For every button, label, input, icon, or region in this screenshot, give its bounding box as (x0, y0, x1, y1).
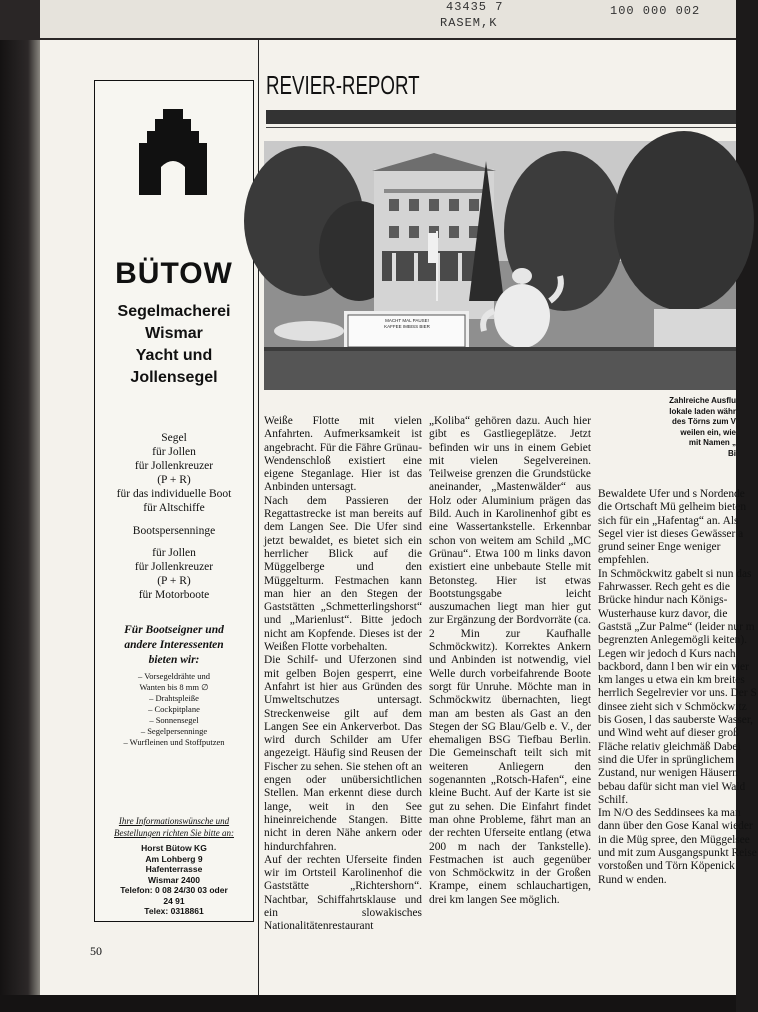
section-title: REVIER-REPORT (266, 70, 420, 100)
persenninge-list (95, 524, 253, 602)
sign-line: BIER (419, 324, 430, 329)
subtitle-line: Jollensegel (130, 369, 218, 386)
paragraph: „Koliba“ gehören dazu. Auch hier gibt es Gastliegeplätze. Jetzt befinden wir uns in einem Gebiet mit vielen Segelvereinen. Teilweise grenzen die Grundstücke aneinander, „Mastenwälder“ aus Holz oder Aluminium prägen das Bild. Auch in Karolinenhof gibt es eine Wassertankstelle. Erkennbar schon von weitem am Schild „MC Grünau“. Etwa 100 m links davon existiert eine unbebaute Stelle mit Betonsteg. Hier ist etwas Bootstungsgabe leicht auszumachen liegt man hier gut zur Ergänzung der Bordvorräte (ca. 2 Min zur Kaufhalle Schmöckwitz). Korrektes Ankern und Anbinden ist notwendig, viel Welle durch vorbeifahrende Boote sorgt für Unruhe. Möchte man in Schmöckwitz übernachten, liegt man am besten als Gast an den Stegen der SG Blau/Gelb e. V., der ehemaligen BSG Tiefbau Berlin. Die Gemeinschaft teilt sich mit weiteren Anliegern den sogenannten „Rotsch-Hafen“, eine kleine Bucht. Auf der Karte ist sie gut zu sehen. Die Einfahrt findet man ohne Probleme, fährt man an der rechten Uferseite entlang (etwa 200 m nach der Tankstelle). Festmachen ist auch gegenüber von Schmöckwitz in der Großen Krampe, einem schlauchartigen, drei km langen See möglich. (429, 415, 591, 906)
address-line: Telex: 0318861 (144, 906, 204, 916)
info-line: Bestellungen richten Sie bitte an: (114, 828, 234, 838)
scan-label-2: RASEM,K (440, 16, 498, 30)
heading-line: Für Bootseigner und (124, 624, 224, 636)
brand-name: BÜTOW (115, 257, 233, 290)
sign-row (352, 324, 462, 330)
article-column-2 (429, 415, 591, 907)
list-line: (P + R) (157, 474, 191, 486)
list-line: (P + R) (157, 575, 191, 587)
sign-line: IMBISS (402, 324, 419, 329)
caption-line: weilen ein, wie (680, 427, 736, 437)
subtitle-line: Wismar (145, 325, 203, 342)
company-subtitle (95, 301, 253, 389)
sign-line: KAFFEE (384, 324, 402, 329)
caption-line: mit Namen „ (688, 438, 736, 447)
address-line: 24 91 (163, 895, 185, 906)
caption-line: lokale laden währ (669, 406, 736, 416)
paragraph: Auf der rechten Uferseite finden wir im Ortsteil Karolinenhof die Gaststätte „Richtershorn“. Nachtbar, Schiffahrtsklause und ein slowakisches Nationalitätenrestaurant (264, 853, 422, 933)
article-column-3-clip (598, 488, 757, 948)
sign-line: MACHT MAL PAUSE! (385, 318, 429, 323)
photo-sign (352, 318, 462, 330)
offer-items (95, 671, 253, 748)
page-number: 50 (90, 944, 102, 958)
list-line: für das individuelle Boot (116, 488, 232, 500)
paragraph: In Schmöckwitz gabelt si nun das Fahrwasser. Rech geht es die Brücke hindur nach Königs-Wusterhause kurz davor, die Gaststä „Zur Palme“ (leider nur m begrenzten Anlegemögli keiten). Legen wir jedoch d Kurs nach backbord, dann l ben wir ein vier km langes u etwa ein km breites herrlich Segelrevier vor uns. Der S dinsee zieht sich v Schmöckwitz bis Gosen, l das sauberste Wasser, und Wind weht auf dieser groß Fläche relativ gleichmäß Dabei sind die Ufer in sprünglichem Zustand, nur wenigen Häusern bebau dafür sicht man viel Wald Schilf. (598, 567, 757, 806)
offer-item: – Sonnensegel (149, 715, 199, 725)
list-line: Bootspersenninge (132, 525, 216, 537)
segel-list (95, 431, 253, 515)
address-line: Wismar 2400 (148, 874, 200, 885)
caption-line: des Törns zum V (671, 417, 736, 426)
photo-illustration (264, 141, 736, 390)
list-line: für Jollen (152, 446, 196, 458)
butow-advertisement (94, 80, 254, 922)
list-line: für Motorboote (138, 589, 210, 601)
gate-logo-icon (125, 109, 221, 195)
paragraph: Die Schilf- und Uferzonen sind mit gelben Bojen gesperrt, eine Anfahrt ist hier aus Gründen des Umweltschutzes untersagt. Streckenweise gilt auf dem Langen See ein Ankerverbot. Das wird durch Schilder am Ufer angezeigt. Häufig sind Reusen der Fischer zu sehen. Sie stehen oft an engen oder unübersichtlichen Stellen. Man erkennt diese durch lange, weit in den See hineinreichende Stangen. Bitte nicht in deren Nähe ankern oder hindurchfahren. (264, 654, 422, 853)
caption-line: Zahlreiche Ausflu (669, 396, 736, 405)
address-line: Telefon: 0 08 24/30 03 oder (120, 885, 228, 895)
heading-line: bieten wir: (148, 654, 200, 666)
previous-page-edge (40, 0, 736, 38)
heading-line: andere Interessenten (124, 639, 224, 651)
scan-left-edge (0, 40, 40, 995)
paragraph: Weiße Flotte mit vielen Anfahrten. Aufmerksamkeit ist angebracht. Für die Fähre Grünau-Wendenschloß existiert eine eigene Steganlage. Hier ist das Anbinden untersagt. (264, 415, 422, 494)
address-line: Am Lohberg 9 (145, 853, 203, 864)
article-column-3 (598, 488, 758, 887)
paragraph: Nach dem Passieren der Regattastrecke ist man bereits auf dem Langen See. Die Ufer sind jetzt bewaldet, es bietet sich ein herrlicher Blick auf die Müggelberge und den Müggelturm. Festmachen kann man hier an den Stegen der Gaststätten „Schmetterlingshorst“ und „Marienlust“. Bitte jedoch nicht am Kopfende. Dieses ist der Weißen Flotte vorbehalten. (264, 494, 422, 654)
offer-heading (95, 623, 253, 668)
contact-address (95, 843, 253, 917)
article-column-1 (264, 415, 422, 934)
header-rule (266, 127, 736, 128)
scan-top-strip (0, 0, 736, 40)
list-line: für Jollenkreuzer (134, 561, 214, 573)
scan-label-1: 43435 7 (446, 0, 504, 14)
scan-stamp: 100 000 002 (610, 4, 701, 18)
list-line: für Jollenkreuzer (134, 460, 214, 472)
offer-item: – Drahtspleiße (149, 693, 199, 703)
address-line: Hafenterrasse (145, 864, 203, 874)
offer-item: – Segelpersenninge (140, 726, 208, 736)
list-line: für Jollen (152, 547, 196, 559)
offer-item: Wanten bis 8 mm ∅ (139, 682, 209, 692)
lakeside-restaurant-photo (264, 141, 736, 390)
paragraph: Bewaldete Ufer und s Nordende die Ortschaft Mü gelheim bieten sich für ein „Hafentag“ an. Als Segel vier ist dieses Gewässer a grund seiner Enge weniger empfehlen. (598, 488, 747, 567)
info-line: Ihre Informationswünsche und (118, 816, 230, 826)
offer-item: – Vorsegeldrähte und (138, 671, 210, 681)
photo-caption (618, 396, 736, 459)
list-line: Segel (161, 432, 187, 444)
header-bar (266, 110, 736, 124)
subtitle-line: Segelmacherei (117, 303, 231, 320)
list-line: für Altschiffe (143, 502, 205, 514)
subtitle-line: Yacht und (135, 347, 213, 364)
offer-item: – Wurfleinen und Stoffputzen (123, 737, 225, 747)
address-line: Horst Bütow KG (141, 843, 207, 853)
info-note (95, 815, 253, 839)
offer-item: – Cockpitplane (148, 704, 200, 714)
paragraph: Im N/O des Seddinsees ka man dann über den Gose Kanal wieder in die Müg spree, den Müggelsee und mit zum Ausgangspunkt Reise vorstoßen und Törn Köpenick Rund w enden. (598, 807, 757, 886)
caption-line: Bi (728, 448, 736, 458)
scan-bottom-strip (0, 995, 736, 1012)
